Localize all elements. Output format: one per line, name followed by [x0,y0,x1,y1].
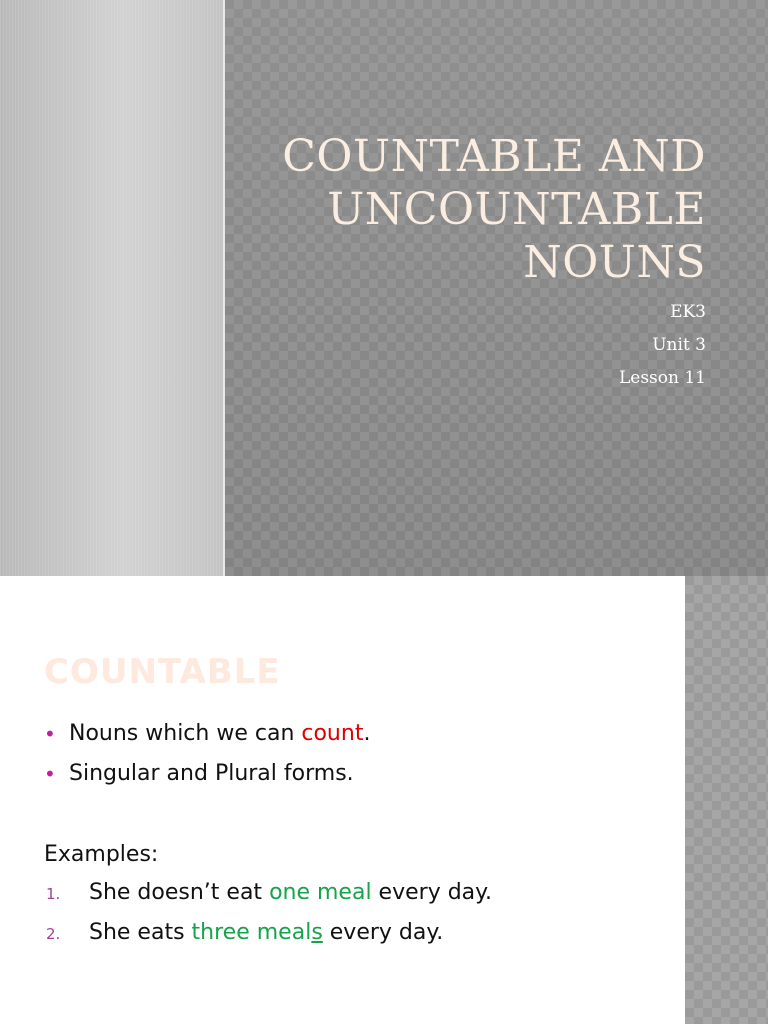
subtitle-line-1: EK3 [670,302,706,322]
example-1-text: She doesn’t eat [89,880,270,905]
example-2-end: every day. [322,920,444,945]
bullet-1-end: . [363,721,371,746]
subtitle-line-3: Lesson 11 [618,368,706,388]
title-line-2: UNCOUNTABLE [327,184,706,235]
slide-1-title [266,130,706,289]
example-1-end: every day. [371,880,493,905]
bullet-item-1 [44,714,370,754]
example-2-highlight: three meal [191,920,312,945]
example-item-2 [44,913,492,953]
slide-1-subtitle [406,296,706,395]
slide-2-heading: COUNTABLE [44,652,281,692]
slide-2 [0,576,768,1024]
bullet-item-2 [44,754,370,794]
example-number: 1. [46,885,61,903]
slide-2-side-band [685,576,768,1024]
bullet-1-text: Nouns which we can [69,721,302,746]
bullet-dot-icon: • [44,722,56,746]
bullet-2-text: Singular and Plural forms. [69,761,354,786]
subtitle-line-2: Unit 3 [652,335,706,355]
example-number: 2. [46,925,61,943]
example-1-highlight: one meal [269,880,372,905]
example-2-text: She eats [89,920,192,945]
bullet-list [44,714,370,794]
bullet-1-highlight: count [301,721,364,746]
slide-1-left-panel [0,0,223,576]
bullet-dot-icon: • [44,762,56,786]
title-line-1: COUNTABLE AND [282,131,706,182]
example-item-1 [44,873,492,913]
example-2-underlined-suffix: s [311,920,323,945]
title-line-3: NOUNS [523,237,706,288]
examples-list [44,873,492,953]
examples-label: Examples: [44,842,159,867]
